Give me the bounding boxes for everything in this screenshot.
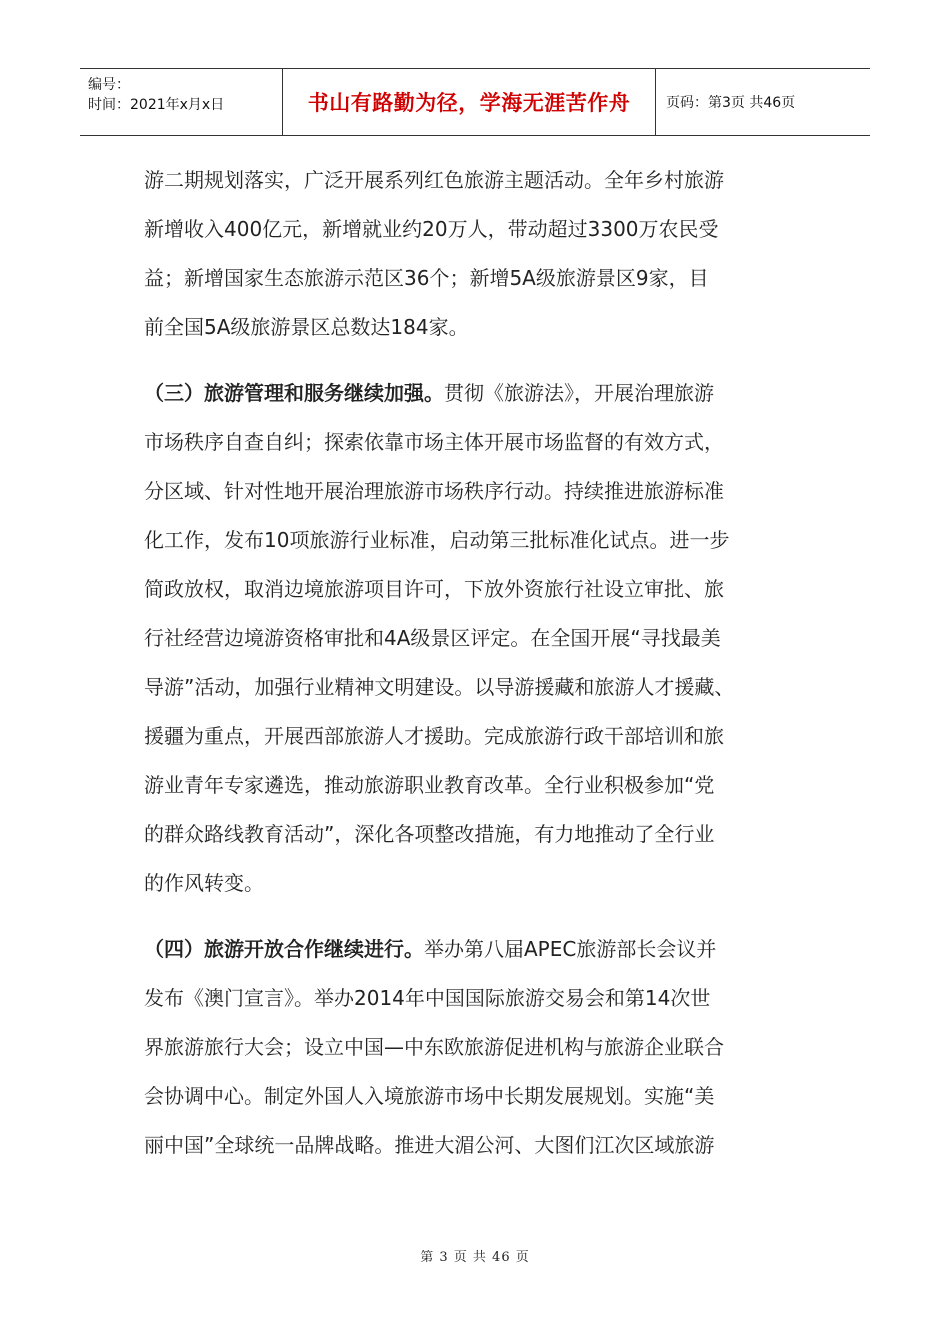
header-motto: 书山有路勤为径，学海无涯苦作舟	[282, 69, 656, 135]
paragraph-2	[144, 369, 814, 908]
header-meta	[80, 69, 282, 135]
text-line: 简政放权，取消边境旅游项目许可，下放外资旅行社设立审批、旅	[144, 577, 724, 601]
text-line: 游业青年专家遴选，推动旅游职业教育改革。全行业积极参加“党	[144, 773, 715, 797]
document-body	[144, 156, 814, 1187]
header-page-label: 页码：第3页 共46页	[666, 95, 796, 111]
text-line: 化工作，发布10项旅游行业标准，启动第三批标准化试点。进一步	[144, 528, 730, 552]
text-line: 的群众路线教育活动”，深化各项整改措施，有力地推动了全行业	[144, 822, 715, 846]
text-run: 举办第八届APEC旅游部长会议并	[424, 937, 717, 961]
section-heading: （四）旅游开放合作继续进行。	[144, 937, 424, 961]
serial-label: 编号：	[88, 77, 130, 93]
text-line: 界旅游旅行大会；设立中国—中东欧旅游促进机构与旅游企业联合	[144, 1035, 724, 1059]
text-line: 新增收入400亿元，新增就业约20万人，带动超过3300万农民受	[144, 217, 719, 241]
text-line: 前全国5A级旅游景区总数达184家。	[144, 315, 469, 339]
text-line: 市场秩序自查自纠；探索依靠市场主体开展市场监督的有效方式，	[144, 430, 724, 454]
text-line	[144, 369, 814, 418]
document-header	[80, 68, 870, 136]
text-line	[144, 925, 814, 974]
text-line: 发布《澳门宣言》。举办2014年中国国际旅游交易会和第14次世	[144, 986, 711, 1010]
text-line: 的作风转变。	[144, 871, 264, 895]
text-line: 行社经营边境游资格审批和4A级景区评定。在全国开展“寻找最美	[144, 626, 721, 650]
text-line: 分区域、针对性地开展治理旅游市场秩序行动。持续推进旅游标准	[144, 479, 724, 503]
text-line: 会协调中心。制定外国人入境旅游市场中长期发展规划。实施“美	[144, 1084, 715, 1108]
paragraph-3	[144, 925, 814, 1170]
time-label: 时间：2021年x月x日	[88, 97, 225, 113]
text-line: 援疆为重点，开展西部旅游人才援助。完成旅游行政干部培训和旅	[144, 724, 724, 748]
text-line: 导游”活动，加强行业精神文明建设。以导游援藏和旅游人才援藏、	[144, 675, 735, 699]
text-run: 贯彻《旅游法》，开展治理旅游	[444, 381, 714, 405]
text-line: 丽中国”全球统一品牌战略。推进大湄公河、大图们江次区域旅游	[144, 1133, 715, 1157]
paragraph-1	[144, 156, 814, 352]
text-line: 益；新增国家生态旅游示范区36个；新增5A级旅游景区9家，目	[144, 266, 709, 290]
page-footer: 第 3 页 共 46 页	[420, 1250, 530, 1265]
text-line: 游二期规划落实，广泛开展系列红色旅游主题活动。全年乡村旅游	[144, 168, 724, 192]
section-heading: （三）旅游管理和服务继续加强。	[144, 381, 444, 405]
